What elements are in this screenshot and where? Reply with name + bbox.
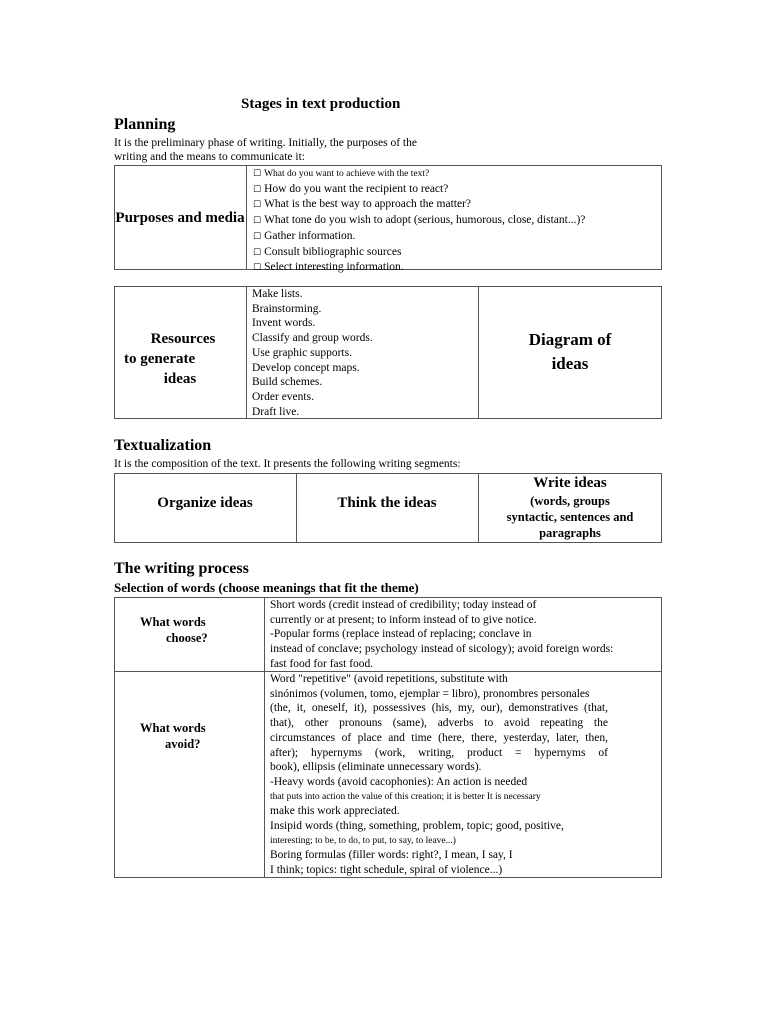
checkbox-icon: ☐	[253, 200, 262, 211]
write-ideas-title: Write ideas	[533, 475, 607, 491]
textualization-intro: It is the composition of the text. It presents the following writing segments:	[114, 458, 461, 470]
resource-item: Order events.	[252, 390, 314, 403]
avoid-line: book), ellipsis (eliminate unnecessary words).	[270, 761, 482, 774]
purpose-item-text: What tone do you wish to adopt (serious, humorous, close, distant...)?	[264, 214, 586, 227]
resources-label	[114, 329, 246, 389]
resource-item: Classify and group words.	[252, 332, 373, 345]
table-divider	[246, 165, 247, 270]
purpose-item-text: What do you want to achieve with the text?	[264, 169, 430, 179]
purpose-item	[253, 245, 585, 261]
avoid-line: -Heavy words (avoid cacophonies): An action is needed	[270, 775, 528, 788]
choose-label-line: What words	[140, 615, 206, 629]
avoid-label-line: What words	[140, 721, 206, 735]
avoid-line: sinónimos (volumen, tomo, ejemplar = libro), pronombres personales	[270, 687, 590, 700]
avoid-description	[270, 672, 622, 878]
purpose-item-text: Gather information.	[264, 229, 356, 242]
resource-item: Build schemes.	[252, 376, 323, 389]
purpose-item	[253, 229, 585, 245]
purpose-item	[253, 197, 585, 213]
resource-item: Brainstorming.	[252, 302, 322, 315]
purpose-item-text: How do you want the recipient to react?	[264, 182, 449, 195]
write-ideas-line: syntactic, sentences and	[506, 510, 634, 524]
choose-line: fast food for fast food.	[270, 657, 374, 670]
writing-subheading: Selection of words (choose meanings that fit the theme)	[114, 580, 419, 595]
resource-item: Invent words.	[252, 317, 316, 330]
checkbox-icon: ☐	[253, 216, 262, 227]
checkbox-icon: ☐	[253, 263, 262, 274]
diagram-line: Diagram of	[528, 330, 612, 349]
resource-item: Draft live.	[252, 405, 300, 418]
planning-heading: Planning	[114, 116, 176, 133]
planning-intro-line-2: writing and the means to communicate it:	[114, 151, 305, 163]
choose-line: currently or at present; to inform instead of to give notice.	[270, 613, 537, 626]
choose-label	[114, 614, 264, 646]
checkbox-icon: ☐	[253, 247, 262, 258]
purposes-items	[253, 166, 585, 276]
choose-line: Short words (credit instead of credibility; today instead of	[270, 599, 537, 611]
choose-label-line: choose?	[166, 631, 208, 645]
writing-heading: The writing process	[114, 560, 249, 577]
checkbox-icon: ☐	[253, 169, 262, 179]
avoid-label-line: avoid?	[165, 737, 201, 751]
checkbox-icon: ☐	[253, 231, 262, 242]
resource-item: Develop concept maps.	[252, 361, 360, 374]
checkbox-icon: ☐	[253, 184, 262, 195]
planning-intro-line-1: It is the preliminary phase of writing. Initially, the purposes of the	[114, 137, 417, 149]
diagram-of-ideas	[478, 328, 662, 376]
choose-description	[270, 598, 613, 672]
resources-label-line: ideas	[163, 371, 197, 387]
avoid-line: Word "repetitive" (avoid repetitions, substitute with	[270, 673, 508, 685]
write-ideas-line: paragraphs	[539, 526, 601, 540]
avoid-line: (the, it, oneself, it), possessives (his, my, our), demonstratives (that,	[270, 702, 608, 715]
avoid-line: interesting; to be, to do, to put, to say, to leave...)	[270, 835, 456, 846]
table-divider	[246, 286, 247, 419]
purpose-item	[253, 166, 585, 182]
textualization-heading: Textualization	[114, 437, 212, 454]
write-ideas	[478, 474, 662, 541]
resource-item: Make lists.	[252, 288, 303, 300]
avoid-line: make this work appreciated.	[270, 805, 400, 818]
organize-ideas: Organize ideas	[157, 495, 253, 511]
purpose-item	[253, 213, 585, 229]
purpose-item	[253, 260, 585, 276]
choose-line: instead of conclave; psychology instead of sicology); avoid foreign words:	[270, 643, 614, 656]
purpose-item-text: Select interesting information.	[264, 261, 404, 274]
avoid-line: Boring formulas (filler words: right?, I mean, I say, I	[270, 849, 513, 862]
purpose-item	[253, 182, 585, 198]
purpose-item-text: Consult bibliographic sources	[264, 245, 402, 258]
purposes-label: Purposes and media	[115, 210, 245, 226]
avoid-line: Insipid words (thing, something, problem, topic; good, positive,	[270, 820, 564, 833]
resources-label-line: Resources	[150, 331, 216, 347]
purpose-item-text: What is the best way to approach the matter?	[264, 198, 471, 211]
avoid-line: circumstances of place and time (here, there, yesterday, later, then,	[270, 731, 608, 744]
write-ideas-line: (words, groups	[530, 494, 610, 508]
avoid-line: after); hypernyms (work, writing, product = hypernyms of	[270, 746, 608, 759]
avoid-line: that puts into action the value of this creation; it is better It is necessary	[270, 791, 541, 802]
avoid-line: I think; topics: tight schedule, spiral of violence...)	[270, 864, 503, 877]
avoid-line: that), other pronouns (same), adverbs to avoid repeating the	[270, 717, 608, 730]
choose-line: -Popular forms (replace instead of replacing; conclave in	[270, 628, 532, 641]
resources-label-line: to generate	[124, 351, 196, 367]
diagram-line: ideas	[551, 354, 589, 373]
think-the-ideas: Think the ideas	[337, 495, 437, 511]
resources-items	[252, 287, 373, 419]
avoid-label	[114, 720, 264, 752]
resource-item: Use graphic supports.	[252, 346, 352, 359]
page-title: Stages in text production	[241, 96, 401, 112]
table-divider	[264, 597, 265, 878]
